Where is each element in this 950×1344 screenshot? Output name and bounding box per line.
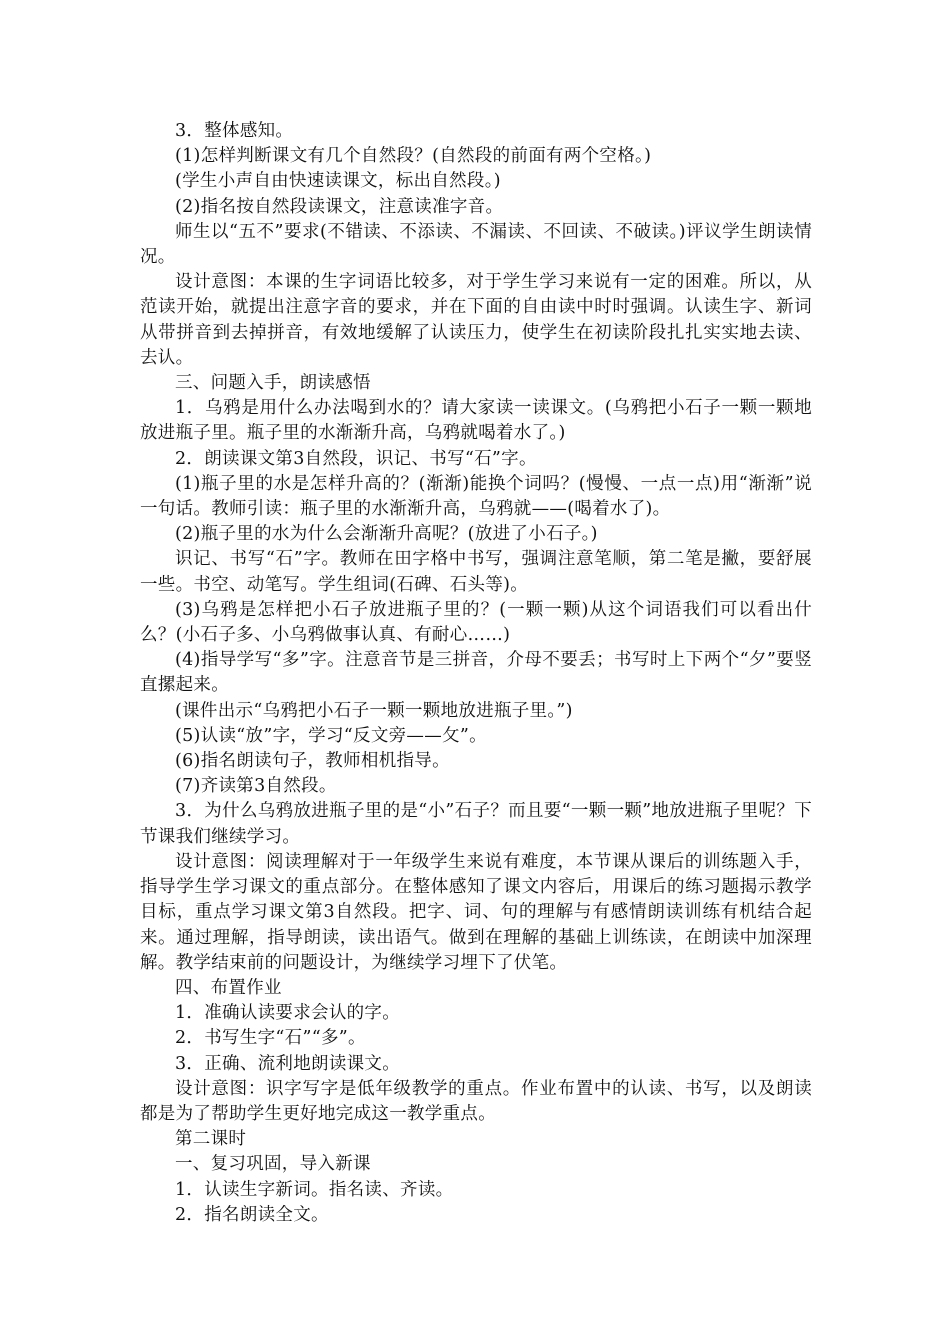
paragraph: 识记、书写“石”字。教师在田字格中书写，强调注意笔顺，第二笔是撇，要舒展一些。书空、动笔写。学生组词(石碑、石头等)。 xyxy=(140,549,812,595)
paragraph: 设计意图：识字写字是低年级教学的重点。作业布置中的认读、书写，以及朗读都是为了帮助学生更好地完成这一教学重点。 xyxy=(140,1078,812,1124)
paragraph: (2)指名按自然段读课文，注意读准字音。 xyxy=(175,196,504,217)
paragraph: (4)指导学写“多”字。注意音节是三拼音，介母不要丢；书写时上下两个“夕”要竖直摞起来。 xyxy=(140,650,812,696)
section-heading: 第二课时 xyxy=(175,1129,247,1150)
paragraph: 1．认读生字新词。指名读、齐读。 xyxy=(175,1179,454,1200)
paragraph: 1．准确认读要求会认的字。 xyxy=(175,1003,401,1024)
paragraph: (6)指名朗读句子，教师相机指导。 xyxy=(175,751,450,772)
paragraph: 3．整体感知。 xyxy=(175,121,294,141)
document-body xyxy=(140,119,812,1228)
section-heading: 四、布置作业 xyxy=(175,977,282,998)
section-heading: 一、复习巩固，导入新课 xyxy=(175,1154,371,1175)
paragraph: (7)齐读第3自然段。 xyxy=(175,776,337,797)
paragraph: (2)瓶子里的水为什么会渐渐升高呢？(放进了小石子。) xyxy=(175,524,598,545)
paragraph: (3)乌鸦是怎样把小石子放进瓶子里的？(一颗一颗)从这个词语我们可以看出什么？(小石子多、小乌鸦做事认真、有耐心……) xyxy=(140,599,812,646)
paragraph: 2．书写生字“石”“多”。 xyxy=(175,1028,366,1049)
paragraph: 设计意图：本课的生字词语比较多，对于学生学习来说有一定的困难。所以，从范读开始，就提出注意字音的要求，并在下面的自由读中时时强调。认读生字、新词从带拼音到去掉拼音，有效地缓解了认读压力，使学生在初读阶段扎扎实实地去读、去认。 xyxy=(140,272,812,368)
paragraph: (课件出示“乌鸦把小石子一颗一颗地放进瓶子里。”) xyxy=(175,700,573,721)
paragraph: (1)瓶子里的水是怎样升高的？(渐渐)能换个词吗？(慢慢、一点一点)用“渐渐”说一句话。教师引读：瓶子里的水渐渐升高，乌鸦就——(喝着水了)。 xyxy=(140,473,812,520)
paragraph: 师生以“五不”要求(不错读、不添读、不漏读、不回读、不破读。)评议学生朗读情况。 xyxy=(140,221,812,268)
paragraph: 3．为什么乌鸦放进瓶子里的是“小”石子？而且要“一颗一颗”地放进瓶子里呢？下节课我们继续学习。 xyxy=(140,801,812,847)
paragraph: 2．指名朗读全文。 xyxy=(175,1204,329,1225)
paragraph: (5)认读“放”字，学习“反文旁——攵”。 xyxy=(175,725,487,746)
section-heading: 三、问题入手，朗读感悟 xyxy=(175,373,371,394)
paragraph: 3．正确、流利地朗读课文。 xyxy=(175,1053,401,1074)
paragraph: 1．乌鸦是用什么办法喝到水的？请大家读一读课文。(乌鸦把小石子一颗一颗地放进瓶子里。瓶子里的水渐渐升高，乌鸦就喝着水了。) xyxy=(140,398,812,444)
paragraph: 设计意图：阅读理解对于一年级学生来说有难度，本节课从课后的训练题入手，指导学生学习课文的重点部分。在整体感知了课文内容后，用课后的练习题揭示教学目标，重点学习课文第3自然段。把字、词、句的理解与有感情朗读训练有机结合起来。通过理解，指导朗读，读出语气。做到在理解的基础上训练读，在朗读中加深理解。教学结束前的问题设计，为继续学习埋下了伏笔。 xyxy=(140,851,812,973)
paragraph: (1)怎样判断课文有几个自然段？(自然段的前面有两个空格。) xyxy=(175,146,652,167)
paragraph: 2．朗读课文第3自然段，识记、书写“石”字。 xyxy=(175,448,537,469)
paragraph: (学生小声自由快速读课文，标出自然段。) xyxy=(175,171,501,192)
